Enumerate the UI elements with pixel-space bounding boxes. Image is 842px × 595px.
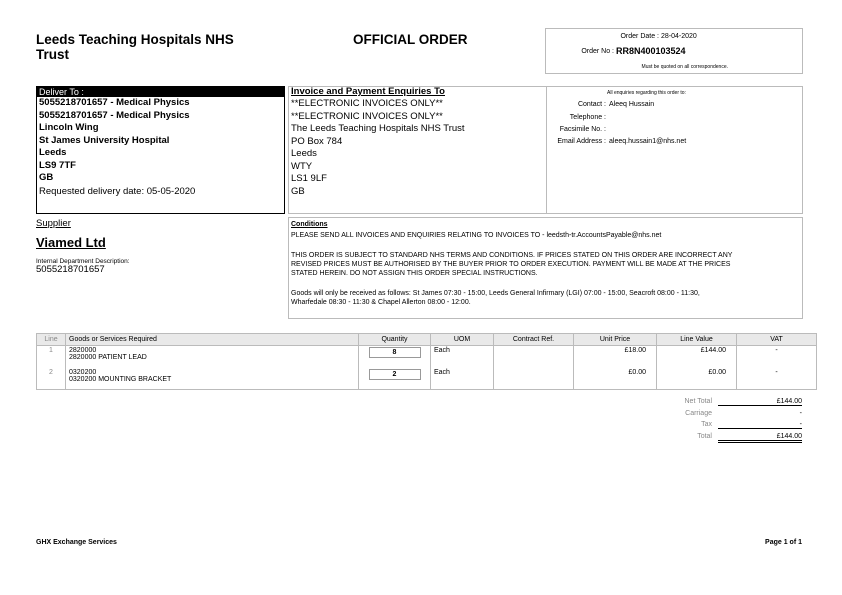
contact-label: Contact : — [577, 101, 606, 108]
order-no-label: Order No : — [581, 48, 614, 55]
deliver-line: 5055218701657 - Medical Physics — [39, 97, 190, 108]
conditions-receiving — [291, 289, 700, 307]
requested-delivery-date: Requested delivery date: 05-05-2020 — [39, 186, 196, 197]
row-quantity: 8 — [369, 347, 421, 358]
row-goods — [66, 368, 359, 390]
order-lines-table — [36, 333, 817, 390]
deliver-line: LS9 7TF — [39, 159, 76, 171]
conditions-receiving-line: Goods will only be received as follows: St James 07:30 - 15:00, Leeds General Infirmary (LGI) 07:00 - 15:00, Seacroft 08:00 - 11:30, — [291, 290, 700, 297]
conditions-receiving-line: Wharfedale 08:30 - 11:30 & Chapel Allerton 08:00 - 12:00. — [291, 299, 471, 306]
conditions-terms-line: THIS ORDER IS SUBJECT TO STANDARD NHS TERMS AND CONDITIONS. IF PRICES STATED ON THIS ORDER ARE INCORRECT ANY — [291, 252, 733, 259]
col-uom: UOM — [431, 334, 494, 346]
deliver-line: GB — [39, 172, 54, 183]
supplier-section — [36, 218, 285, 275]
col-vat: VAT — [737, 334, 817, 346]
conditions-terms-line: REVISED PRICES MUST BE AUTHORISED BY THE BUYER PRIOR TO ORDER EXECUTION. PAYMENT WILL BE MADE AT THE PRICES — [291, 261, 731, 268]
deliver-to-title: Deliver To : — [37, 87, 284, 97]
row-code: 0320200 — [69, 368, 97, 376]
row-unit-price: £0.00 — [574, 368, 657, 390]
row-unit-price: £18.00 — [574, 346, 657, 368]
deliver-to-box — [36, 86, 285, 214]
row-contract — [494, 368, 574, 390]
net-total-label: Net Total — [684, 398, 712, 405]
net-total-row — [660, 398, 802, 409]
total-row — [660, 433, 802, 444]
row-uom: Each — [431, 346, 494, 368]
order-date-label: Order Date : — [620, 33, 659, 40]
row-description: 2820000 PATIENT LEAD — [69, 354, 147, 361]
page-number: Page 1 of 1 — [765, 539, 802, 546]
col-line-value: Line Value — [657, 334, 737, 346]
row-code: 2820000 — [69, 347, 97, 354]
invoice-line: Leeds — [291, 148, 317, 159]
invoice-line: The Leeds Teaching Hospitals NHS Trust — [291, 123, 465, 134]
supplier-name: Viamed Ltd — [36, 234, 106, 250]
row-uom: Each — [431, 368, 494, 390]
deliver-line: St James University Hospital — [39, 134, 170, 146]
enquiries-note: All enquiries regarding this order to: — [607, 90, 686, 96]
row-contract — [494, 346, 574, 368]
email-value: aleeq.hussain1@nhs.net — [609, 138, 687, 145]
conditions-title: Conditions — [291, 221, 328, 228]
tax-row — [660, 421, 802, 432]
deliver-line: Lincoln Wing — [39, 122, 99, 133]
row-line-value: £0.00 — [657, 368, 737, 390]
invoice-line: WTY — [291, 160, 313, 172]
invoice-line: PO Box 784 — [291, 135, 343, 147]
trust-name-line1: Leeds Teaching Hospitals NHS — [36, 32, 234, 47]
invoice-line: GB — [291, 185, 305, 197]
row-vat: - — [737, 346, 817, 368]
trust-name-line2: Trust — [36, 47, 70, 62]
conditions-box — [288, 217, 803, 319]
tax-label: Tax — [701, 421, 712, 428]
telephone-label: Telephone : — [569, 114, 606, 121]
table-row — [37, 368, 817, 390]
invoice-line: **ELECTRONIC INVOICES ONLY** — [291, 98, 443, 109]
deliver-line: Leeds — [39, 147, 67, 158]
order-no: RR8N400103524 — [616, 46, 686, 56]
deliver-line: 5055218701657 - Medical Physics — [39, 109, 190, 121]
trust-name — [36, 32, 234, 62]
table-row — [37, 346, 817, 368]
row-vat: - — [737, 368, 817, 390]
row-quantity: 2 — [369, 369, 421, 380]
order-info-box — [545, 28, 803, 74]
conditions-terms-line: STATED HEREIN. DO NOT ASSIGN THIS ORDER SPECIAL INSTRUCTIONS. — [291, 270, 538, 277]
col-quantity: Quantity — [359, 334, 431, 346]
conditions-invoice-note: PLEASE SEND ALL INVOICES AND ENQUIRIES RELATING TO INVOICES TO - leedsth-tr.AccountsPayable@nhs.net — [291, 232, 662, 239]
supplier-title: Supplier — [36, 218, 71, 229]
row-goods — [66, 346, 359, 368]
page-title: OFFICIAL ORDER — [353, 32, 468, 47]
order-date: 28-04-2020 — [661, 33, 697, 40]
invoice-box — [288, 86, 803, 214]
invoice-address — [291, 98, 465, 198]
footer-left: GHX Exchange Services — [36, 539, 117, 546]
invoice-line: LS1 9LF — [291, 173, 327, 184]
quote-note: Must be quoted on all correspondence. — [641, 64, 728, 70]
invoice-title: Invoice and Payment Enquiries To — [291, 86, 445, 97]
row-description: 0320200 MOUNTING BRACKET — [69, 375, 172, 383]
row-line-value: £144.00 — [657, 346, 737, 368]
contact-value: Aleeq Hussain — [609, 101, 655, 108]
conditions-terms — [291, 251, 732, 278]
deliver-address — [39, 97, 190, 185]
total-value: £144.00 — [718, 433, 802, 443]
col-unit-price: Unit Price — [574, 334, 657, 346]
net-total-value: £144.00 — [718, 398, 802, 406]
table-header-row — [37, 334, 817, 346]
carriage-value: - — [799, 410, 802, 417]
col-contract: Contract Ref. — [494, 334, 574, 346]
tax-value: - — [718, 421, 802, 429]
col-line: Line — [37, 334, 66, 346]
facsimile-label: Facsimile No. : — [559, 126, 606, 133]
dept-value: 5055218701657 — [36, 263, 105, 275]
carriage-label: Carriage — [685, 410, 712, 417]
total-label: Total — [697, 433, 712, 440]
email-label: Email Address : — [557, 138, 606, 145]
dept-label: Internal Department Description: — [36, 257, 130, 265]
col-goods: Goods or Services Required — [66, 334, 359, 346]
carriage-row — [660, 410, 802, 421]
invoice-line: **ELECTRONIC INVOICES ONLY** — [291, 110, 443, 122]
row-line-no: 2 — [37, 368, 66, 390]
row-line-no: 1 — [37, 346, 66, 368]
